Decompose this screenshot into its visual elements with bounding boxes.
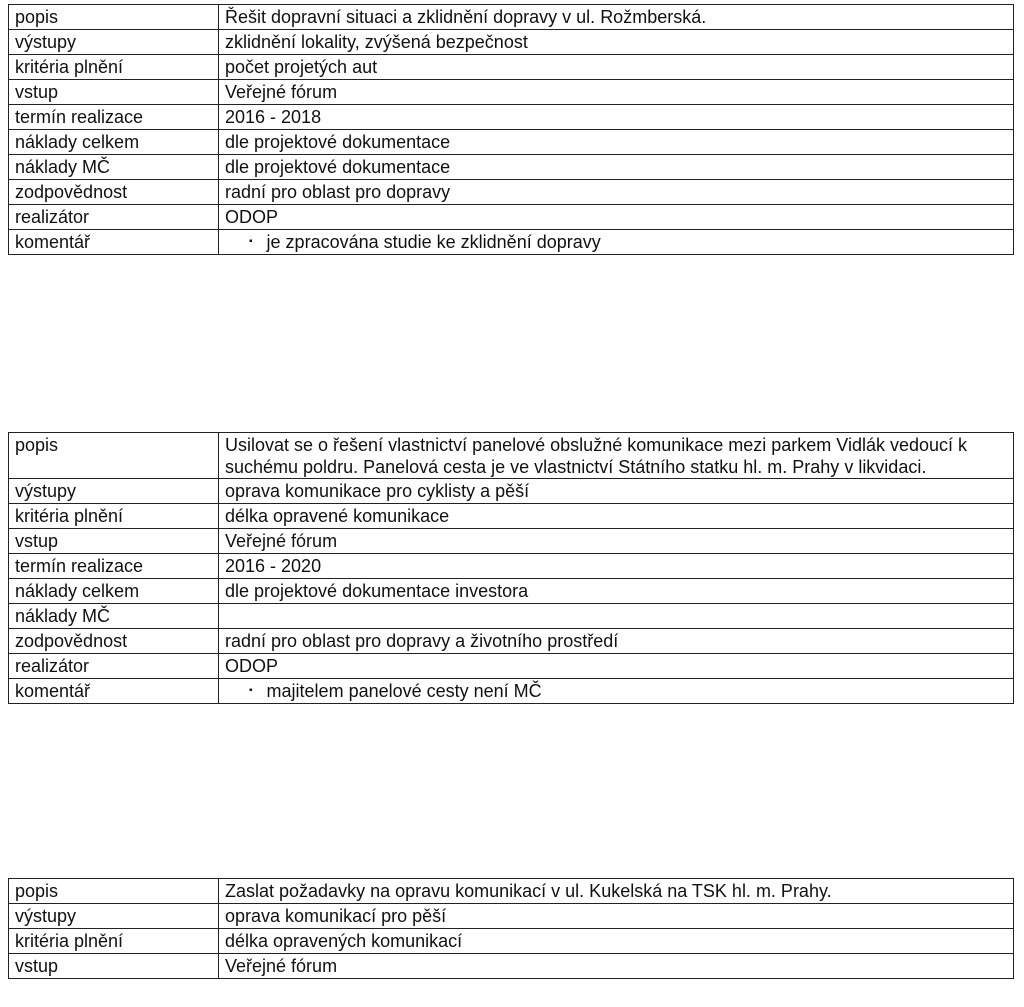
value-kriteria: délka opravené komunikace — [219, 504, 1014, 529]
comment-bullet-item — [225, 231, 601, 253]
project-table-2 — [8, 432, 1014, 704]
comment-text: je zpracována studie ke zklidnění dopravy — [266, 232, 601, 252]
row-komentar — [9, 230, 1014, 255]
label-popis: popis — [9, 879, 219, 904]
value-zodpovednost: radní pro oblast pro dopravy a životního prostředí — [219, 629, 1014, 654]
value-realizator: ODOP — [219, 654, 1014, 679]
row-naklady-mc — [9, 155, 1014, 180]
bullet-icon: ▪ — [249, 685, 253, 696]
value-popis: Řešit dopravní situaci a zklidnění dopravy v ul. Rožmberská. — [219, 5, 1014, 30]
row-kriteria — [9, 55, 1014, 80]
value-vystupy: oprava komunikace pro cyklisty a pěší — [219, 479, 1014, 504]
label-vystupy: výstupy — [9, 904, 219, 929]
label-komentar: komentář — [9, 230, 219, 255]
row-realizator — [9, 205, 1014, 230]
row-zodpovednost — [9, 629, 1014, 654]
value-kriteria: délka opravených komunikací — [219, 929, 1014, 954]
value-vstup: Veřejné fórum — [219, 954, 1014, 979]
value-naklady-celkem: dle projektové dokumentace investora — [219, 579, 1014, 604]
label-zodpovednost: zodpovědnost — [9, 180, 219, 205]
row-vystupy — [9, 479, 1014, 504]
label-kriteria: kritéria plnění — [9, 504, 219, 529]
label-naklady-mc: náklady MČ — [9, 604, 219, 629]
label-kriteria: kritéria plnění — [9, 929, 219, 954]
project-table-1 — [8, 4, 1014, 255]
label-kriteria: kritéria plnění — [9, 55, 219, 80]
value-vstup: Veřejné fórum — [219, 529, 1014, 554]
comment-bullet-item — [225, 680, 542, 702]
row-naklady-mc — [9, 604, 1014, 629]
row-kriteria — [9, 504, 1014, 529]
value-popis: Usilovat se o řešení vlastnictví panelové obslužné komunikace mezi parkem Vidlák vedoucí k suchému poldru. Panelová cesta je ve vlastnictví Státního statku hl. m. Prahy v likvidaci. — [219, 433, 1014, 479]
label-vstup: vstup — [9, 954, 219, 979]
label-zodpovednost: zodpovědnost — [9, 629, 219, 654]
row-vstup — [9, 954, 1014, 979]
row-termin — [9, 105, 1014, 130]
value-vystupy: zklidnění lokality, zvýšená bezpečnost — [219, 30, 1014, 55]
row-vstup — [9, 80, 1014, 105]
row-realizator — [9, 654, 1014, 679]
label-naklady-mc: náklady MČ — [9, 155, 219, 180]
label-vstup: vstup — [9, 529, 219, 554]
label-komentar: komentář — [9, 679, 219, 704]
label-popis: popis — [9, 433, 219, 479]
value-vstup: Veřejné fórum — [219, 80, 1014, 105]
row-zodpovednost — [9, 180, 1014, 205]
row-vystupy — [9, 30, 1014, 55]
label-termin: termín realizace — [9, 554, 219, 579]
value-popis: Zaslat požadavky na opravu komunikací v ul. Kukelská na TSK hl. m. Prahy. — [219, 879, 1014, 904]
label-vystupy: výstupy — [9, 479, 219, 504]
row-termin — [9, 554, 1014, 579]
label-vystupy: výstupy — [9, 30, 219, 55]
row-popis — [9, 5, 1014, 30]
value-vystupy: oprava komunikací pro pěší — [219, 904, 1014, 929]
value-komentar — [219, 679, 1014, 704]
value-kriteria: počet projetých aut — [219, 55, 1014, 80]
value-naklady-mc: dle projektové dokumentace — [219, 155, 1014, 180]
label-realizator: realizátor — [9, 205, 219, 230]
row-naklady-celkem — [9, 130, 1014, 155]
value-naklady-celkem: dle projektové dokumentace — [219, 130, 1014, 155]
value-termin: 2016 - 2020 — [219, 554, 1014, 579]
label-naklady-celkem: náklady celkem — [9, 579, 219, 604]
label-popis: popis — [9, 5, 219, 30]
label-vstup: vstup — [9, 80, 219, 105]
row-naklady-celkem — [9, 579, 1014, 604]
value-naklady-mc — [219, 604, 1014, 629]
value-realizator: ODOP — [219, 205, 1014, 230]
row-vystupy — [9, 904, 1014, 929]
comment-text: majitelem panelové cesty není MČ — [266, 681, 542, 701]
row-popis — [9, 879, 1014, 904]
row-kriteria — [9, 929, 1014, 954]
project-table-3 — [8, 878, 1014, 979]
value-komentar — [219, 230, 1014, 255]
row-komentar — [9, 679, 1014, 704]
row-vstup — [9, 529, 1014, 554]
bullet-icon: ▪ — [249, 236, 253, 247]
label-naklady-celkem: náklady celkem — [9, 130, 219, 155]
label-realizator: realizátor — [9, 654, 219, 679]
row-popis — [9, 433, 1014, 479]
label-termin: termín realizace — [9, 105, 219, 130]
value-termin: 2016 - 2018 — [219, 105, 1014, 130]
value-zodpovednost: radní pro oblast pro dopravy — [219, 180, 1014, 205]
